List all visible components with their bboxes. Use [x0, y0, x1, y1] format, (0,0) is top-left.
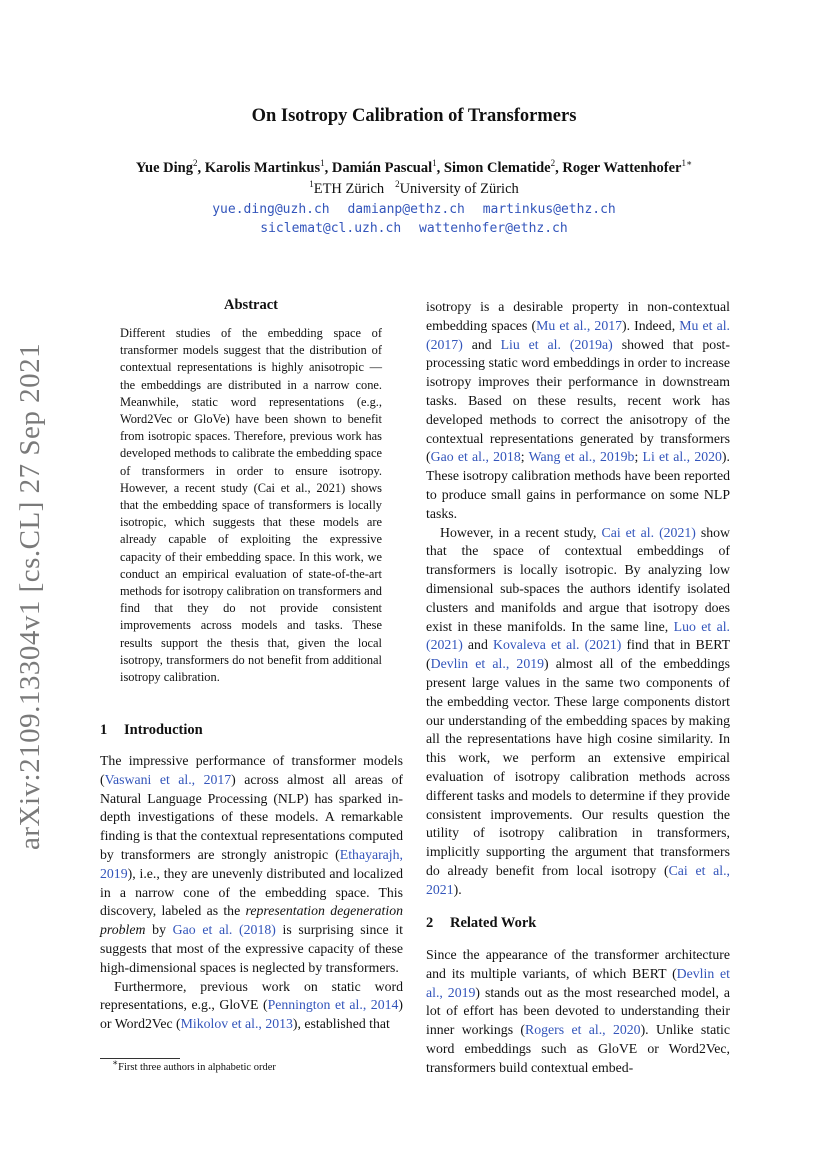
section-heading-related-work: [426, 915, 536, 932]
text-run: ;: [520, 449, 529, 465]
text-run: show that the space of contextual embeddings of transformers is locally isotropic. By analyzing low dimensional sub-spaces the authors identify isolated clusters and manifolds and argue that isotropy does exist in these manifolds. In the same line,: [426, 524, 730, 634]
text-run: ), i.e., they are unevenly distributed and localized in a narrow cone of the embedding space. This discovery, labeled as the: [100, 865, 403, 919]
text-run: Furthermore, previous work on static word representations, e.g., GloVE (: [100, 978, 403, 1013]
text-run: ) stands out as the most researched model, a lot of effort has been devoted to understanding their inner workings (: [426, 984, 730, 1038]
text-run: The impressive performance of transformer models (: [100, 753, 403, 787]
affil-name: University of Zürich: [399, 181, 519, 197]
text-run: However, in a recent study,: [440, 524, 602, 540]
text-run: ).: [453, 881, 462, 897]
paragraph: [426, 946, 730, 1078]
author-name: Simon Clematide: [443, 160, 551, 176]
citation-link[interactable]: Vaswani et al., 2017: [104, 771, 232, 787]
text-run: find that in BERT (: [426, 637, 730, 672]
email-link[interactable]: martinkus@ethz.ch: [482, 202, 616, 217]
arxiv-identifier: arXiv:2109.13304v1 [cs.CL] 27 Sep 2021: [14, 342, 46, 850]
text-run: ) almost all of the embeddings present large values in the same two components of the embedding vector. These large components distort our understanding of the embedding spaces by making all the representations have high cosine similarity. In this work, we perform an extensive empirical evaluation of isotropy calibration methods across different tasks and models to determine if they provide consistent improvements. Our results question the utility of isotropy calibration in transformers, implicitly supporting the argument that transformers do already benefit from local isotropy (: [426, 656, 730, 878]
citation-link[interactable]: Ethayarajh, 2019: [100, 846, 403, 881]
text-run: by: [145, 922, 173, 938]
author-name: Yue Ding: [135, 160, 193, 176]
abstract-text: Different studies of the embedding space of transformer models suggest that the distribution of contextual representations is highly anisotropic — the embeddings are distributed in a narrow cone. Meanwhile, static word representations (e.g., Word2Vec or GloVe) have been shown to benefit from isotropic spaces. Therefore, previous work has developed methods to calibrate the embedding space of transformers in order to ensure isotropy. However, a recent study (Cai et al., 2021) shows that the embedding space of transformers is locally isotropic, which suggests that these models are already capable of exploiting the expressive capacity of their embedding space. In this work, we conduct an empirical evaluation of state-of-the-art methods for isotropy calibration on transformers and find that they do not provide consistent improvements across models and tasks. These results support the thesis that, given the local isotropy, transformers do not benefit from additional isotropy calibration.: [120, 326, 382, 685]
text-run: ;: [634, 449, 643, 465]
affil-mark: 2: [395, 179, 400, 190]
text-run: ) across almost all areas of Natural Language Processing (NLP) has sparked in-depth investigations of these models. A remarkable finding is that the contextual representations computed by transformers are strongly anistropic (: [100, 771, 403, 862]
citation-link[interactable]: Mu et al. (2017): [426, 317, 731, 352]
text-run: isotropy is a desirable property in non-contextual embedding spaces (: [426, 299, 730, 333]
section-title: Related Work: [450, 915, 537, 931]
text-run: ). Indeed,: [622, 317, 680, 333]
author-name: Damián Pascual: [331, 160, 433, 176]
email-line-1: [0, 202, 828, 217]
section-number: 1: [100, 722, 108, 738]
text-run: Since the appearance of the transformer architecture and its multiple variants, of which BERT (: [426, 947, 730, 981]
text-run: ), established that: [292, 1016, 390, 1032]
citation-link[interactable]: Liu et al. (2019a): [500, 336, 613, 352]
citation-link[interactable]: Cai et al., 2021: [426, 862, 731, 897]
email-link[interactable]: siclemat@cl.uzh.ch: [260, 221, 402, 236]
affil-mark: 1: [309, 179, 314, 190]
author-affil-mark: 1∗: [681, 158, 693, 169]
text-run: ) or Word2Vec (: [100, 997, 403, 1032]
citation-link[interactable]: Li et al., 2020: [642, 449, 722, 465]
right-column-body: [426, 298, 730, 900]
text-run: ). Unlike static word embeddings such as GloVE or Word2Vec, transformers build contextual embed-: [426, 1022, 730, 1075]
citation-link[interactable]: Wang et al., 2019b: [528, 449, 635, 465]
abstract-heading: Abstract: [224, 297, 278, 313]
paragraph: [100, 978, 403, 1034]
section-number: 2: [426, 915, 434, 931]
citation-link[interactable]: Luo et al. (2021): [426, 618, 730, 653]
citation-link[interactable]: Rogers et al., 2020: [525, 1022, 641, 1038]
citation-link[interactable]: Gao et al. (2018): [172, 922, 276, 938]
author-name: Karolis Martinkus: [204, 160, 321, 176]
citation-link[interactable]: Cai et al. (2021): [601, 524, 696, 540]
citation-link[interactable]: Mikolov et al., 2013: [180, 1016, 293, 1032]
paper-title: On Isotropy Calibration of Transformers: [251, 106, 577, 126]
footnote-text: First three authors in alphabetic order: [118, 1062, 276, 1073]
email-link[interactable]: damianp@ethz.ch: [347, 202, 465, 217]
emphasis-text: representation degeneration problem: [100, 903, 404, 938]
citation-link[interactable]: Mu et al., 2017: [536, 317, 623, 333]
author-name: Roger Wattenhofer: [562, 160, 682, 176]
related-work-body: [426, 946, 730, 1078]
section-heading-introduction: [100, 722, 203, 739]
citation-link[interactable]: Devlin et al., 2019: [430, 656, 545, 672]
paragraph: [100, 752, 403, 978]
paragraph: [426, 524, 730, 900]
email-link[interactable]: wattenhofer@ethz.ch: [419, 221, 568, 236]
paragraph: [426, 298, 730, 524]
footnote-mark: ∗: [112, 1057, 119, 1068]
section-title: Introduction: [124, 722, 203, 738]
footnote: [112, 1057, 276, 1073]
affil-name: ETH Zürich: [313, 181, 385, 197]
introduction-body: [100, 752, 403, 1034]
email-link[interactable]: yue.ding@uzh.ch: [212, 202, 330, 217]
text-run: showed that post-processing static word embeddings in order to increase isotropy improves their performance in downstream tasks. Based on these results, recent work has developed methods to correct the anisotropy of the contextual representations generated by transformers (: [426, 336, 730, 465]
text-run: is surprising since it suggests that most of the expressive capacity of these high-dimensional spaces is neglected by transformers.: [100, 922, 404, 975]
text-run: and: [462, 637, 493, 653]
citation-link[interactable]: Gao et al., 2018: [430, 449, 521, 465]
author-list: Yue Ding$^2$, Karolis Martinkus$^1$, Damián Pascual$^1$, Simon Clematide$^2$, Roger Wattenhofer$^{1∗}$: [135, 158, 693, 176]
citation-link[interactable]: Kovaleva et al. (2021): [492, 637, 622, 653]
author-affil-mark: 1: [432, 158, 437, 169]
author-affil-mark: 2: [193, 158, 198, 169]
text-run: ). These isotropy calibration methods have been reported to produce small gains in performance on some NLP tasks.: [426, 449, 730, 521]
author-affil-mark: 1: [320, 158, 325, 169]
affiliations: [0, 181, 828, 198]
email-line-2: [0, 221, 828, 236]
text-run: and: [462, 336, 501, 352]
author-affil-mark: 2: [550, 158, 556, 169]
citation-link[interactable]: Pennington et al., 2014: [267, 997, 399, 1013]
citation-link[interactable]: Devlin et al., 2019: [426, 965, 730, 1000]
